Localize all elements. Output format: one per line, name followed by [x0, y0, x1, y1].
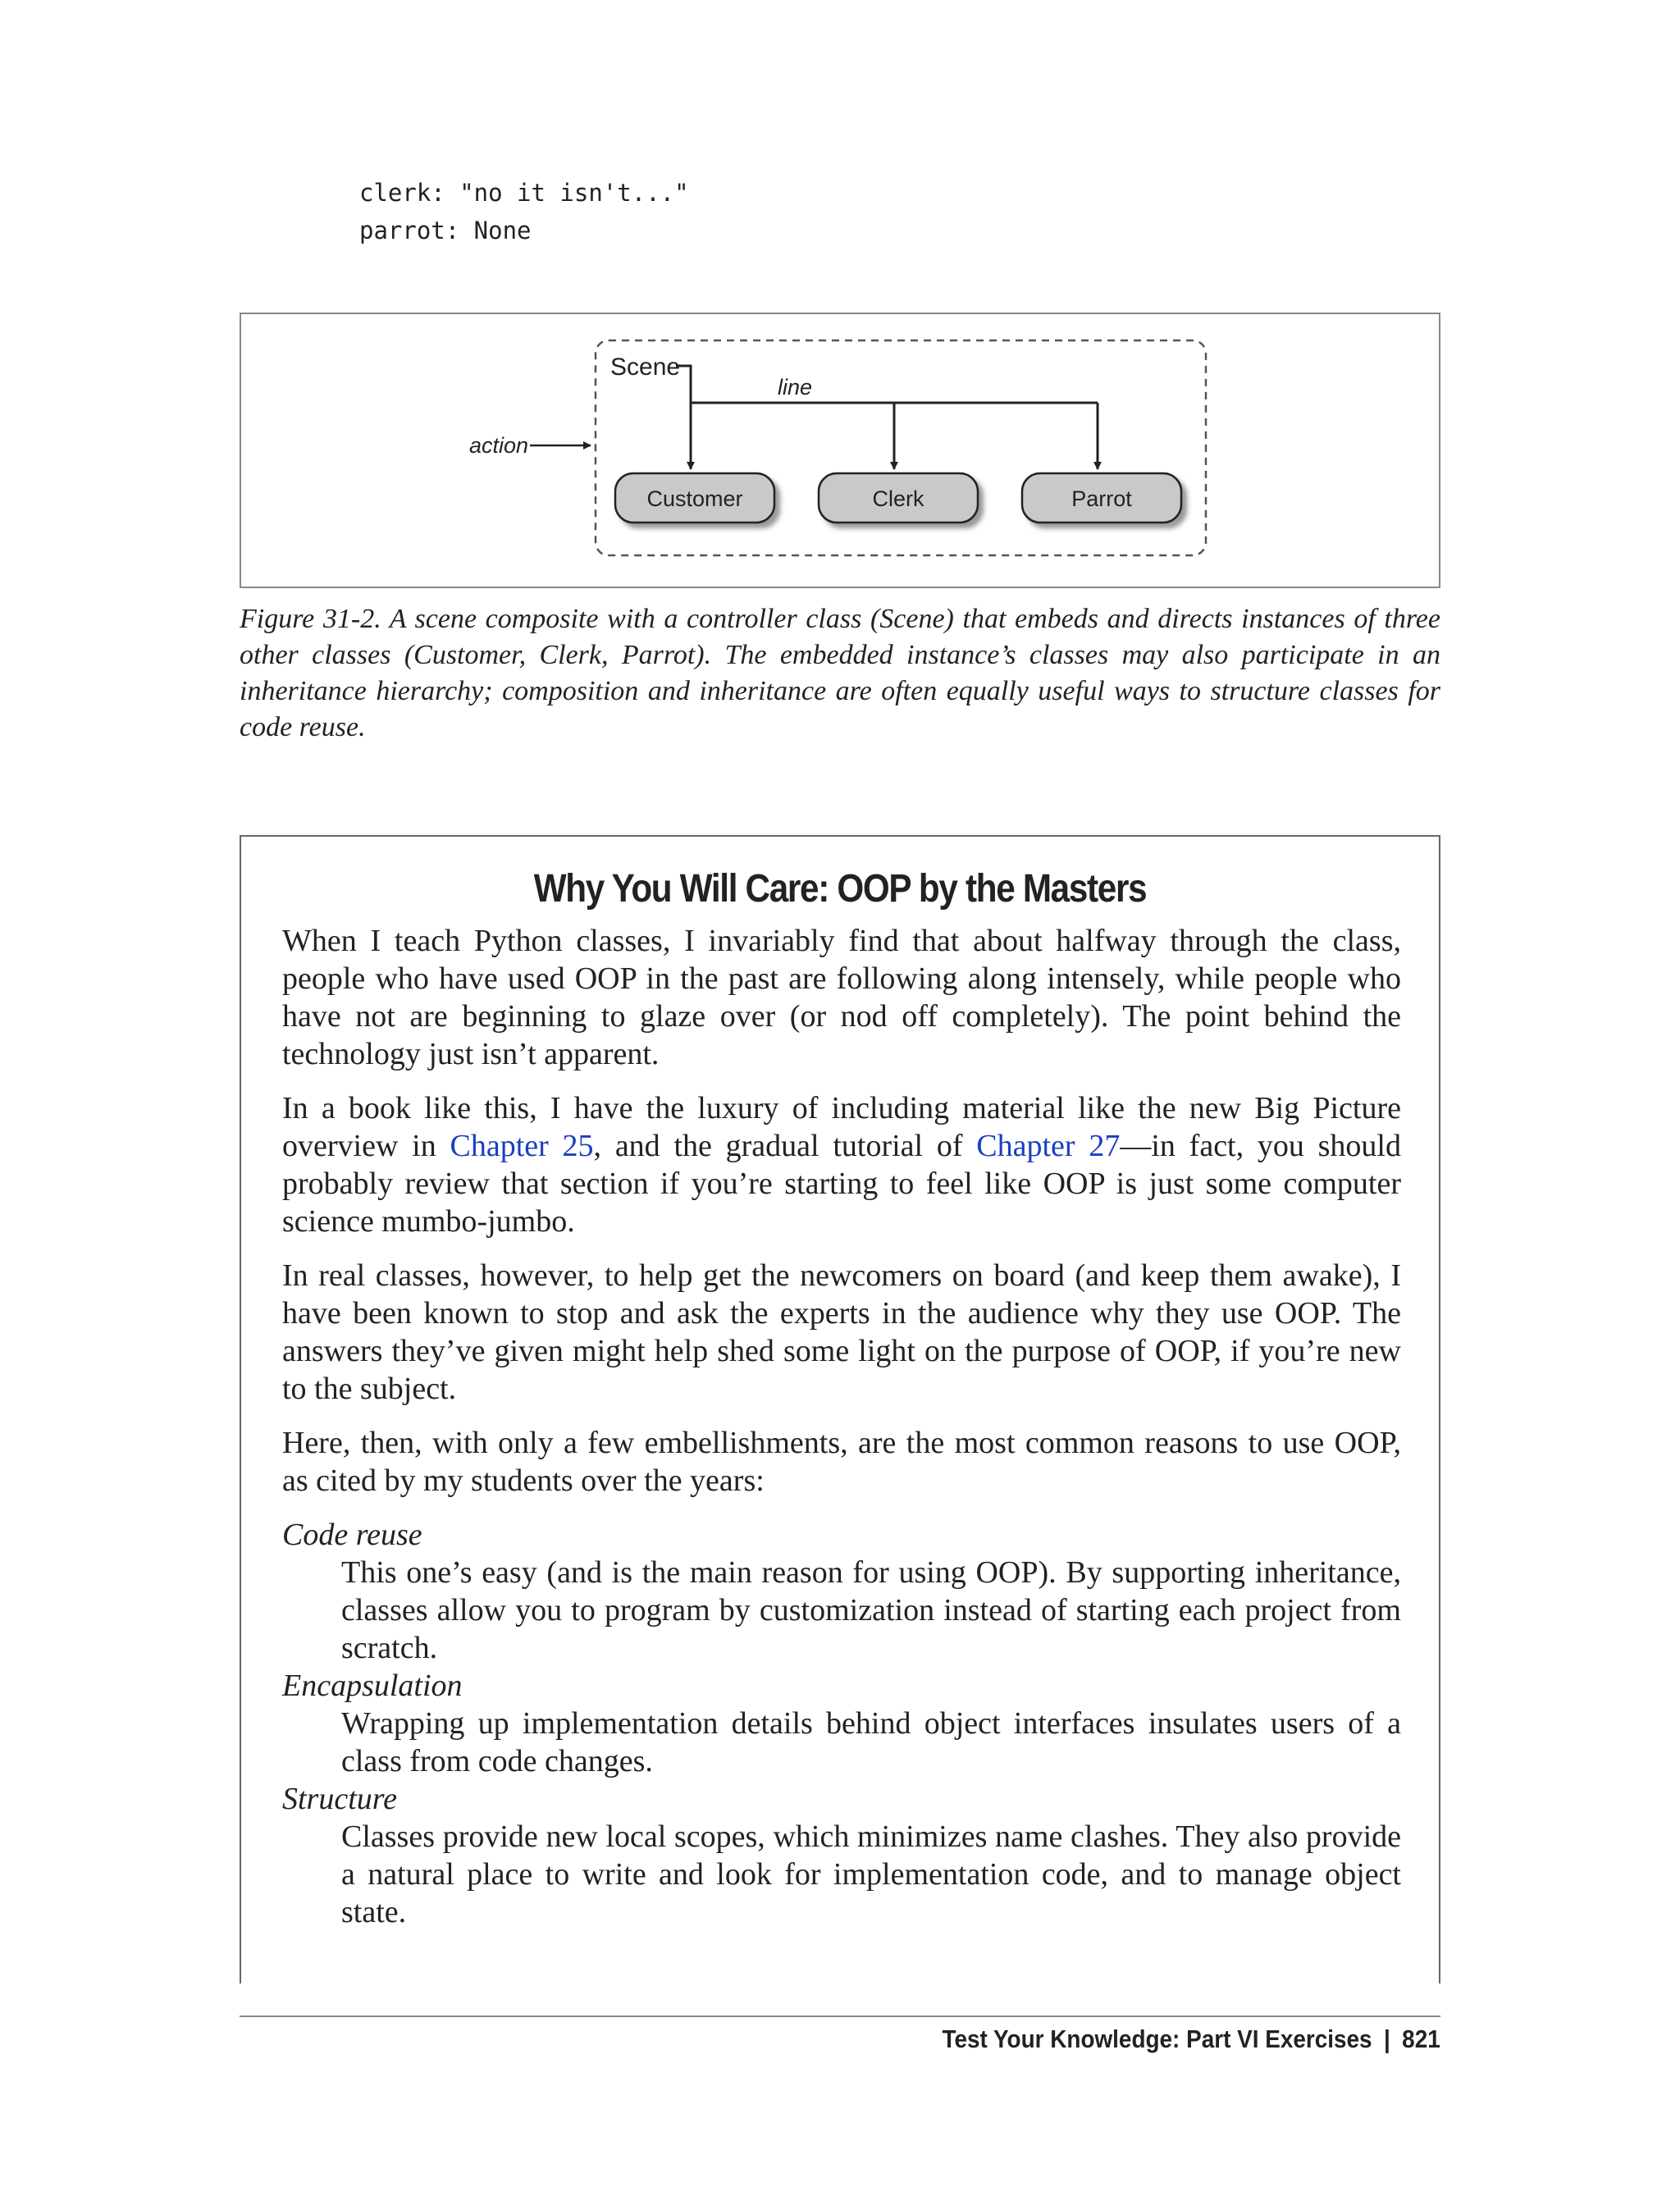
- figure-caption: Figure 31-2. A scene composite with a controller class (Scene) that embeds and directs instances of three other classes (Customer, Clerk, Parrot). The embedded instance’s classes may also participate in an inheritance hierarchy; composition and inheritance are often equally useful ways to structure classes for code reuse.: [240, 604, 1440, 742]
- paragraph: When I teach Python classes, I invariably find that about halfway through the class, people who have used OOP in the past are following along intensely, while people who have not are beginning to glaze over (or nod off completely). The point behind the technology just isn’t apparent.: [282, 924, 1401, 1071]
- scene-diagram: [241, 314, 1442, 590]
- sidebar-title: Why You Will Care: OOP by the Masters: [533, 867, 1147, 911]
- term-code-reuse: Code reuse: [282, 1518, 422, 1552]
- node-clerk-label: Clerk: [872, 486, 924, 511]
- chapter-25-link[interactable]: Chapter 25: [450, 1129, 594, 1163]
- page-footer: [943, 2025, 1440, 2054]
- paragraph: [282, 1089, 1401, 1240]
- text-span: , and the gradual tutorial of: [593, 1129, 977, 1163]
- term-structure: Structure: [282, 1782, 398, 1816]
- node-customer: [615, 473, 774, 523]
- scene-label: Scene: [610, 354, 681, 381]
- paragraph: In real classes, however, to help get the newcomers on board (and keep them awake), I have been known to stop and ask the experts in the audience why they use OOP. The answers they’ve given might help shed some light on the purpose of OOP, if you’re new to the subject.: [282, 1258, 1401, 1406]
- paragraph: Here, then, with only a few embellishments, are the most common reasons to use OOP, as cited by my students over the years:: [282, 1426, 1401, 1498]
- node-parrot: [1022, 473, 1181, 523]
- text-span: —in fact, you should probably review that section if you’re starting to feel like OOP is just some computer science mumbo-jumbo.: [282, 1129, 1401, 1239]
- footer-rule: [240, 2016, 1440, 2017]
- definition: Wrapping up implementation details behind object interfaces insulates users of a class from code changes.: [341, 1706, 1401, 1778]
- chapter-27-link[interactable]: Chapter 27: [976, 1129, 1121, 1163]
- action-label: action: [469, 433, 529, 458]
- page-number: 821: [1402, 2025, 1440, 2053]
- code-line: parrot: None: [359, 217, 532, 244]
- figure-diagram: [240, 313, 1440, 588]
- code-block: [359, 174, 689, 249]
- definition: Classes provide new local scopes, which minimizes name clashes. They also provide a natural place to write and look for implementation code, and to manage object state.: [341, 1819, 1401, 1929]
- line-label: line: [778, 375, 813, 399]
- list-item: [282, 1516, 1401, 1667]
- node-customer-label: Customer: [646, 486, 743, 511]
- text-span: In a book like this, I have the luxury of including material like the new Big Picture overview in: [282, 1091, 1401, 1163]
- sidebar-box: [240, 835, 1440, 1984]
- footer-separator: |: [1384, 2025, 1391, 2053]
- footer-section-title: Test Your Knowledge: Part VI Exercises: [942, 2025, 1372, 2053]
- sidebar-body: [282, 922, 1401, 1931]
- code-line: clerk: "no it isn't...": [359, 179, 689, 207]
- definition: This one’s easy (and is the main reason for using OOP). By supporting inheritance, classes allow you to program by customization instead of starting each project from scratch.: [341, 1555, 1401, 1665]
- list-item: [282, 1667, 1401, 1780]
- list-item: [282, 1780, 1401, 1931]
- node-clerk: [819, 473, 978, 523]
- term-encapsulation: Encapsulation: [282, 1669, 463, 1703]
- node-parrot-label: Parrot: [1071, 486, 1132, 511]
